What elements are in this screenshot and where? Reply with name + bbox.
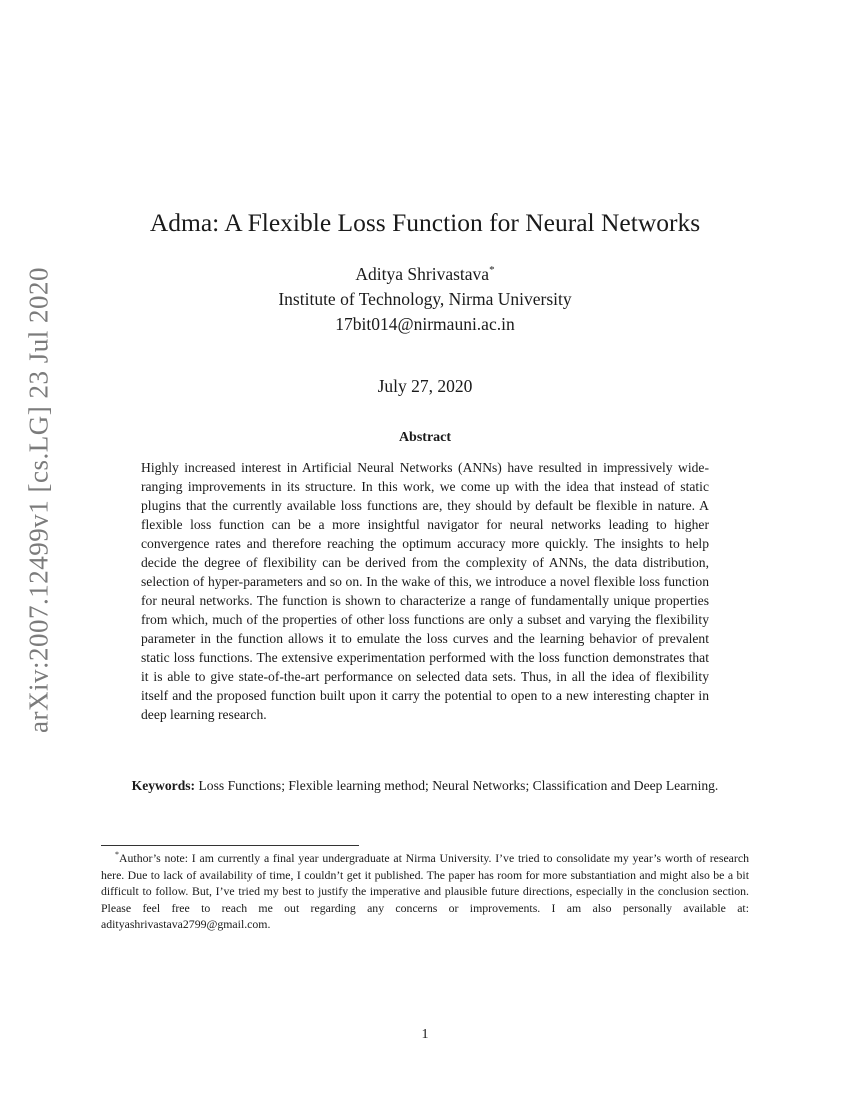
paper-title: Adma: A Flexible Loss Function for Neural Networks: [149, 208, 701, 237]
keywords-label: Keywords:: [131, 778, 196, 793]
abstract-body: Highly increased interest in Artificial Neural Networks (ANNs) have resulted in impressively wide-ranging improvements in its structure. In this work, we come up with the idea that instead of static plugins that the currently available loss functions are, they should by default be flexible in nature. A flexible loss function can be a more insightful navigator for neural networks leading to higher convergence rates and therefore reaching the optimum accuracy more quickly. The insights to help decide the degree of flexibility can be derived from the complexity of ANNs, the data distribution, selection of hyper-parameters and so on. In the wake of this, we introduce a novel flexible loss function for neural networks. The function is shown to characterize a range of fundamentally unique properties from which, much of the properties of other loss functions are only a subset and varying the flexibility parameter in the function allows it to emulate the loss curves and the learning behavior of prevalent static loss functions. The extensive experimentation performed with the loss function demonstrates that it is able to give state-of-the-art performance on selected data sets. Thus, in all the idea of flexibility itself and the proposed function built upon it carry the potential to open to a new interesting chapter in deep learning research.: [141, 460, 709, 722]
author-line: [0, 262, 850, 287]
footnote-divider: [101, 845, 359, 846]
author-block: [0, 262, 850, 337]
keywords-text: Loss Functions; Flexible learning method; Neural Networks; Classification and Deep Learning.: [198, 778, 719, 793]
footnote: [101, 850, 749, 933]
author-affiliation: Institute of Technology, Nirma University: [278, 289, 572, 309]
footnote-text: Author’s note: I am currently a final year undergraduate at Nirma University. I’ve tried to consolidate my year’s worth of research here. Due to lack of availability of time, I couldn’t get it published. The paper has room for more substantiation and might also be a bit difficult to follow. But, I’ve tried my best to justify the imperative and plausible future directions, especially in the conclusion section. Please feel free to reach me out regarding any concerns or improvements. I am also personally available at: adityashrivastava2799@gmail.com.: [101, 851, 749, 931]
footnote-mark: *: [115, 850, 119, 860]
arxiv-identifier-stamp: arXiv:2007.12499v1 [cs.LG] 23 Jul 2020: [23, 267, 54, 733]
page-number: 1: [421, 1027, 429, 1042]
keywords: [100, 776, 750, 795]
paper-date: July 27, 2020: [377, 376, 473, 396]
author-footnote-mark: *: [489, 264, 495, 277]
abstract-heading: Abstract: [398, 430, 452, 445]
author-name: Aditya Shrivastava: [355, 264, 490, 284]
author-email: 17bit014@nirmauni.ac.in: [335, 314, 515, 334]
